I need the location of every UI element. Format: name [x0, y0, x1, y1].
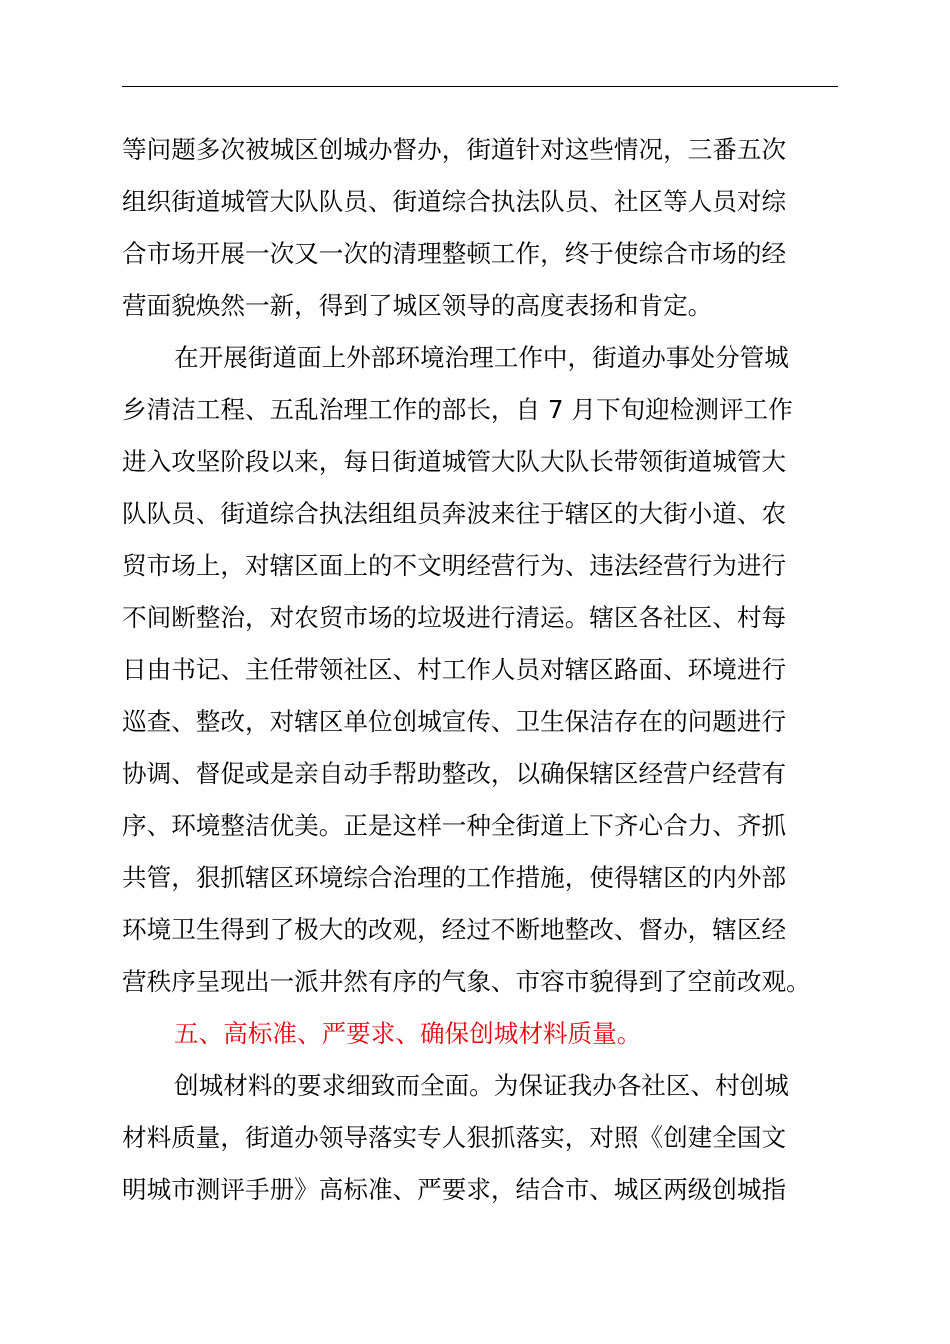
text-line: 乡清洁工程、五乱治理工作的部长，自 7 月下旬迎检测评工作 [122, 395, 793, 424]
text-line: 明城市测评手册》高标准、严要求，结合市、城区两级创城指 [122, 1175, 787, 1204]
paragraph-first-line: 在开展街道面上外部环境治理工作中，街道办事处分管城 [174, 343, 789, 372]
text-line: 组织街道城管大队队员、街道综合执法队员、社区等人员对综 [122, 187, 787, 216]
text-line: 营面貌焕然一新，得到了城区领导的高度表扬和肯定。 [122, 291, 713, 320]
text-line: 日由书记、主任带领社区、村工作人员对辖区路面、环境进行 [122, 655, 787, 684]
text-line: 巡查、整改，对辖区单位创城宣传、卫生保洁存在的问题进行 [122, 707, 787, 736]
text-line: 序、环境整洁优美。正是这样一种全街道上下齐心合力、齐抓 [122, 811, 787, 840]
text-line: 环境卫生得到了极大的改观，经过不断地整改、督办，辖区经 [122, 915, 787, 944]
header-rule [122, 86, 838, 87]
text-line: 进入攻坚阶段以来，每日街道城管大队大队长带领街道城管大 [122, 447, 787, 476]
text-line: 共管，狠抓辖区环境综合治理的工作措施，使得辖区的内外部 [122, 863, 787, 892]
text-line: 不间断整治，对农贸市场的垃圾进行清运。辖区各社区、村每 [122, 603, 787, 632]
text-line: 队队员、街道综合执法组组员奔波来往于辖区的大街小道、农 [122, 499, 787, 528]
section-heading: 五、高标准、严要求、确保创城材料质量。 [174, 1019, 642, 1048]
text-line: 材料质量，街道办领导落实专人狠抓落实，对照《创建全国文 [122, 1123, 787, 1152]
text-line: 合市场开展一次又一次的清理整顿工作，终于使综合市场的经 [122, 239, 787, 268]
document-body [122, 124, 838, 1216]
text-line: 等问题多次被城区创城办督办，街道针对这些情况，三番五次 [122, 135, 787, 164]
paragraph-first-line: 创城材料的要求细致而全面。为保证我办各社区、村创城 [174, 1071, 789, 1100]
text-line: 贸市场上，对辖区面上的不文明经营行为、违法经营行为进行 [122, 551, 787, 580]
text-line: 营秩序呈现出一派井然有序的气象、市容市貌得到了空前改观。 [122, 967, 811, 996]
text-line: 协调、督促或是亲自动手帮助整改，以确保辖区经营户经营有 [122, 759, 787, 788]
